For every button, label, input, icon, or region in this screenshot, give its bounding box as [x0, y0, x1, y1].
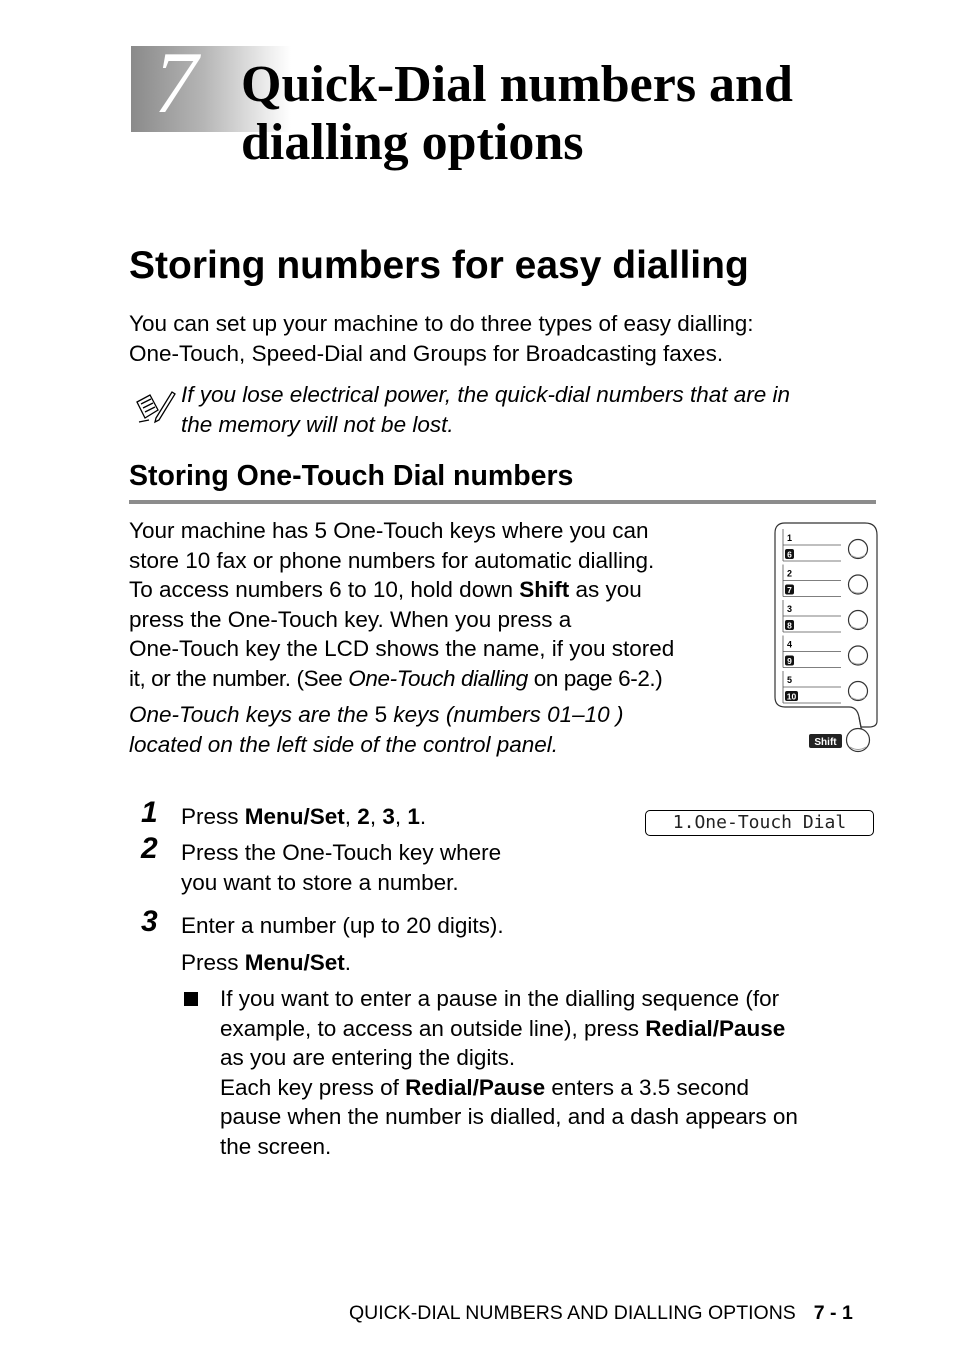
text-run: it, or the number. (See [129, 665, 349, 691]
bullet-line: If you want to enter a pause in the dialling sequence (for [220, 986, 780, 1011]
text-run: To access numbers 6 to 10, hold down [129, 577, 520, 602]
text-run: example, to access an outside line), press [220, 1015, 646, 1041]
key-number-lower: 6 [787, 549, 792, 560]
heading-rule [129, 500, 876, 504]
key-number-lower: 7 [787, 585, 792, 595]
note-text [181, 380, 790, 439]
bullet-square-icon [184, 992, 198, 1006]
note-pencil-icon [134, 388, 176, 426]
menu-set-key-ref: Menu/Set [244, 804, 345, 829]
step-line: you want to store a number. [181, 869, 459, 895]
step-number: 3 [141, 905, 158, 938]
running-title: QUICK-DIAL NUMBERS AND DIALLING OPTIONS [349, 1302, 796, 1324]
key-number-lower: 9 [787, 656, 792, 666]
paragraph-line [129, 664, 674, 694]
subsection-heading: Storing One-Touch Dial numbers [129, 460, 574, 492]
text-run: as you [569, 577, 642, 602]
intro-line: One-Touch, Speed-Dial and Groups for Broadcasting faxes. [129, 340, 724, 366]
key-ref: 3 [382, 804, 395, 829]
bullet-line: as you are entering the digits. [220, 1045, 516, 1070]
section-heading: Storing numbers for easy dialling [129, 244, 749, 287]
step-line: Enter a number (up to 20 digits). [181, 913, 504, 938]
text-run: . [344, 949, 352, 975]
text-run: Each key press of [220, 1074, 406, 1100]
paragraph-line: Your machine has 5 One-Touch keys where you can [129, 518, 649, 543]
cross-reference: One-Touch dialling [348, 665, 528, 691]
key-number-upper: 4 [787, 639, 793, 650]
bullet-line [220, 1014, 798, 1044]
intro-paragraph [129, 309, 754, 368]
redial-pause-key-ref: Redial/Pause [405, 1074, 546, 1100]
chapter-title-line2: dialling options [241, 114, 584, 171]
shift-key-label: Shift [814, 737, 837, 748]
shift-key-ref: Shift [519, 577, 570, 602]
text-run: enters a 3.5 second [545, 1074, 750, 1100]
step-number: 1 [141, 796, 158, 829]
shift-button [847, 729, 870, 752]
text-run: . [419, 804, 427, 829]
paragraph-line [129, 575, 674, 605]
menu-set-key-ref: Menu/Set [244, 949, 345, 975]
one-touch-paragraph [129, 516, 674, 693]
pause-bullet-text [220, 984, 798, 1161]
bullet-line: pause when the number is dialled, and a dash appears on [220, 1104, 798, 1129]
paragraph-line: store 10 fax or phone numbers for automatic dialling. [129, 547, 655, 573]
key-number-upper: 1 [787, 533, 793, 543]
text-run: keys (numbers 01–10 ) [387, 702, 624, 727]
text-run: Press [181, 804, 245, 829]
paragraph-line: One-Touch key the LCD shows the name, if you stored [129, 636, 675, 661]
step-number: 2 [141, 832, 158, 865]
lcd-display: 1.One-Touch Dial [645, 810, 874, 836]
bullet-line: the screen. [220, 1133, 332, 1159]
key-number-upper: 3 [787, 604, 793, 614]
step-3-text [181, 911, 504, 977]
text-run: One-Touch keys are the [129, 702, 375, 727]
chapter-title-line1: Quick-Dial numbers and [241, 56, 793, 113]
key-number-lower: 8 [787, 620, 792, 631]
step-line [181, 948, 504, 978]
key-number-lower: 10 [786, 691, 797, 702]
note-line: located on the left side of the control panel. [129, 731, 559, 757]
key-ref: 2 [357, 804, 370, 829]
chapter-title [241, 56, 793, 172]
text-run: Press [181, 949, 245, 975]
text-run: , [344, 804, 358, 829]
text-run: , [394, 804, 408, 829]
step-2-text [181, 838, 501, 897]
key-number-upper: 2 [787, 568, 793, 579]
key-ref: 1 [407, 804, 420, 829]
chapter-number: 7 [154, 35, 198, 132]
intro-line: You can set up your machine to do three types of easy dialling: [129, 311, 754, 336]
keys-location-note [129, 700, 623, 759]
note-line: If you lose electrical power, the quick-dial numbers that are in [181, 382, 791, 407]
key-number-upper: 5 [787, 675, 793, 685]
redial-pause-key-ref: Redial/Pause [645, 1015, 786, 1041]
note-line: the memory will not be lost. [181, 411, 454, 437]
step-1-text [181, 802, 426, 832]
one-touch-panel-illustration [771, 521, 881, 765]
text-run: 5 [374, 702, 388, 727]
bullet-line [220, 1073, 798, 1103]
text-run: on page 6-2.) [527, 665, 663, 691]
step-line: Press the One-Touch key where [181, 840, 502, 865]
note-line [129, 700, 623, 730]
text-run: , [369, 804, 383, 829]
page-number: 7 - 1 [813, 1302, 853, 1324]
paragraph-line: press the One-Touch key. When you press a [129, 606, 572, 632]
page-footer [349, 1301, 853, 1325]
